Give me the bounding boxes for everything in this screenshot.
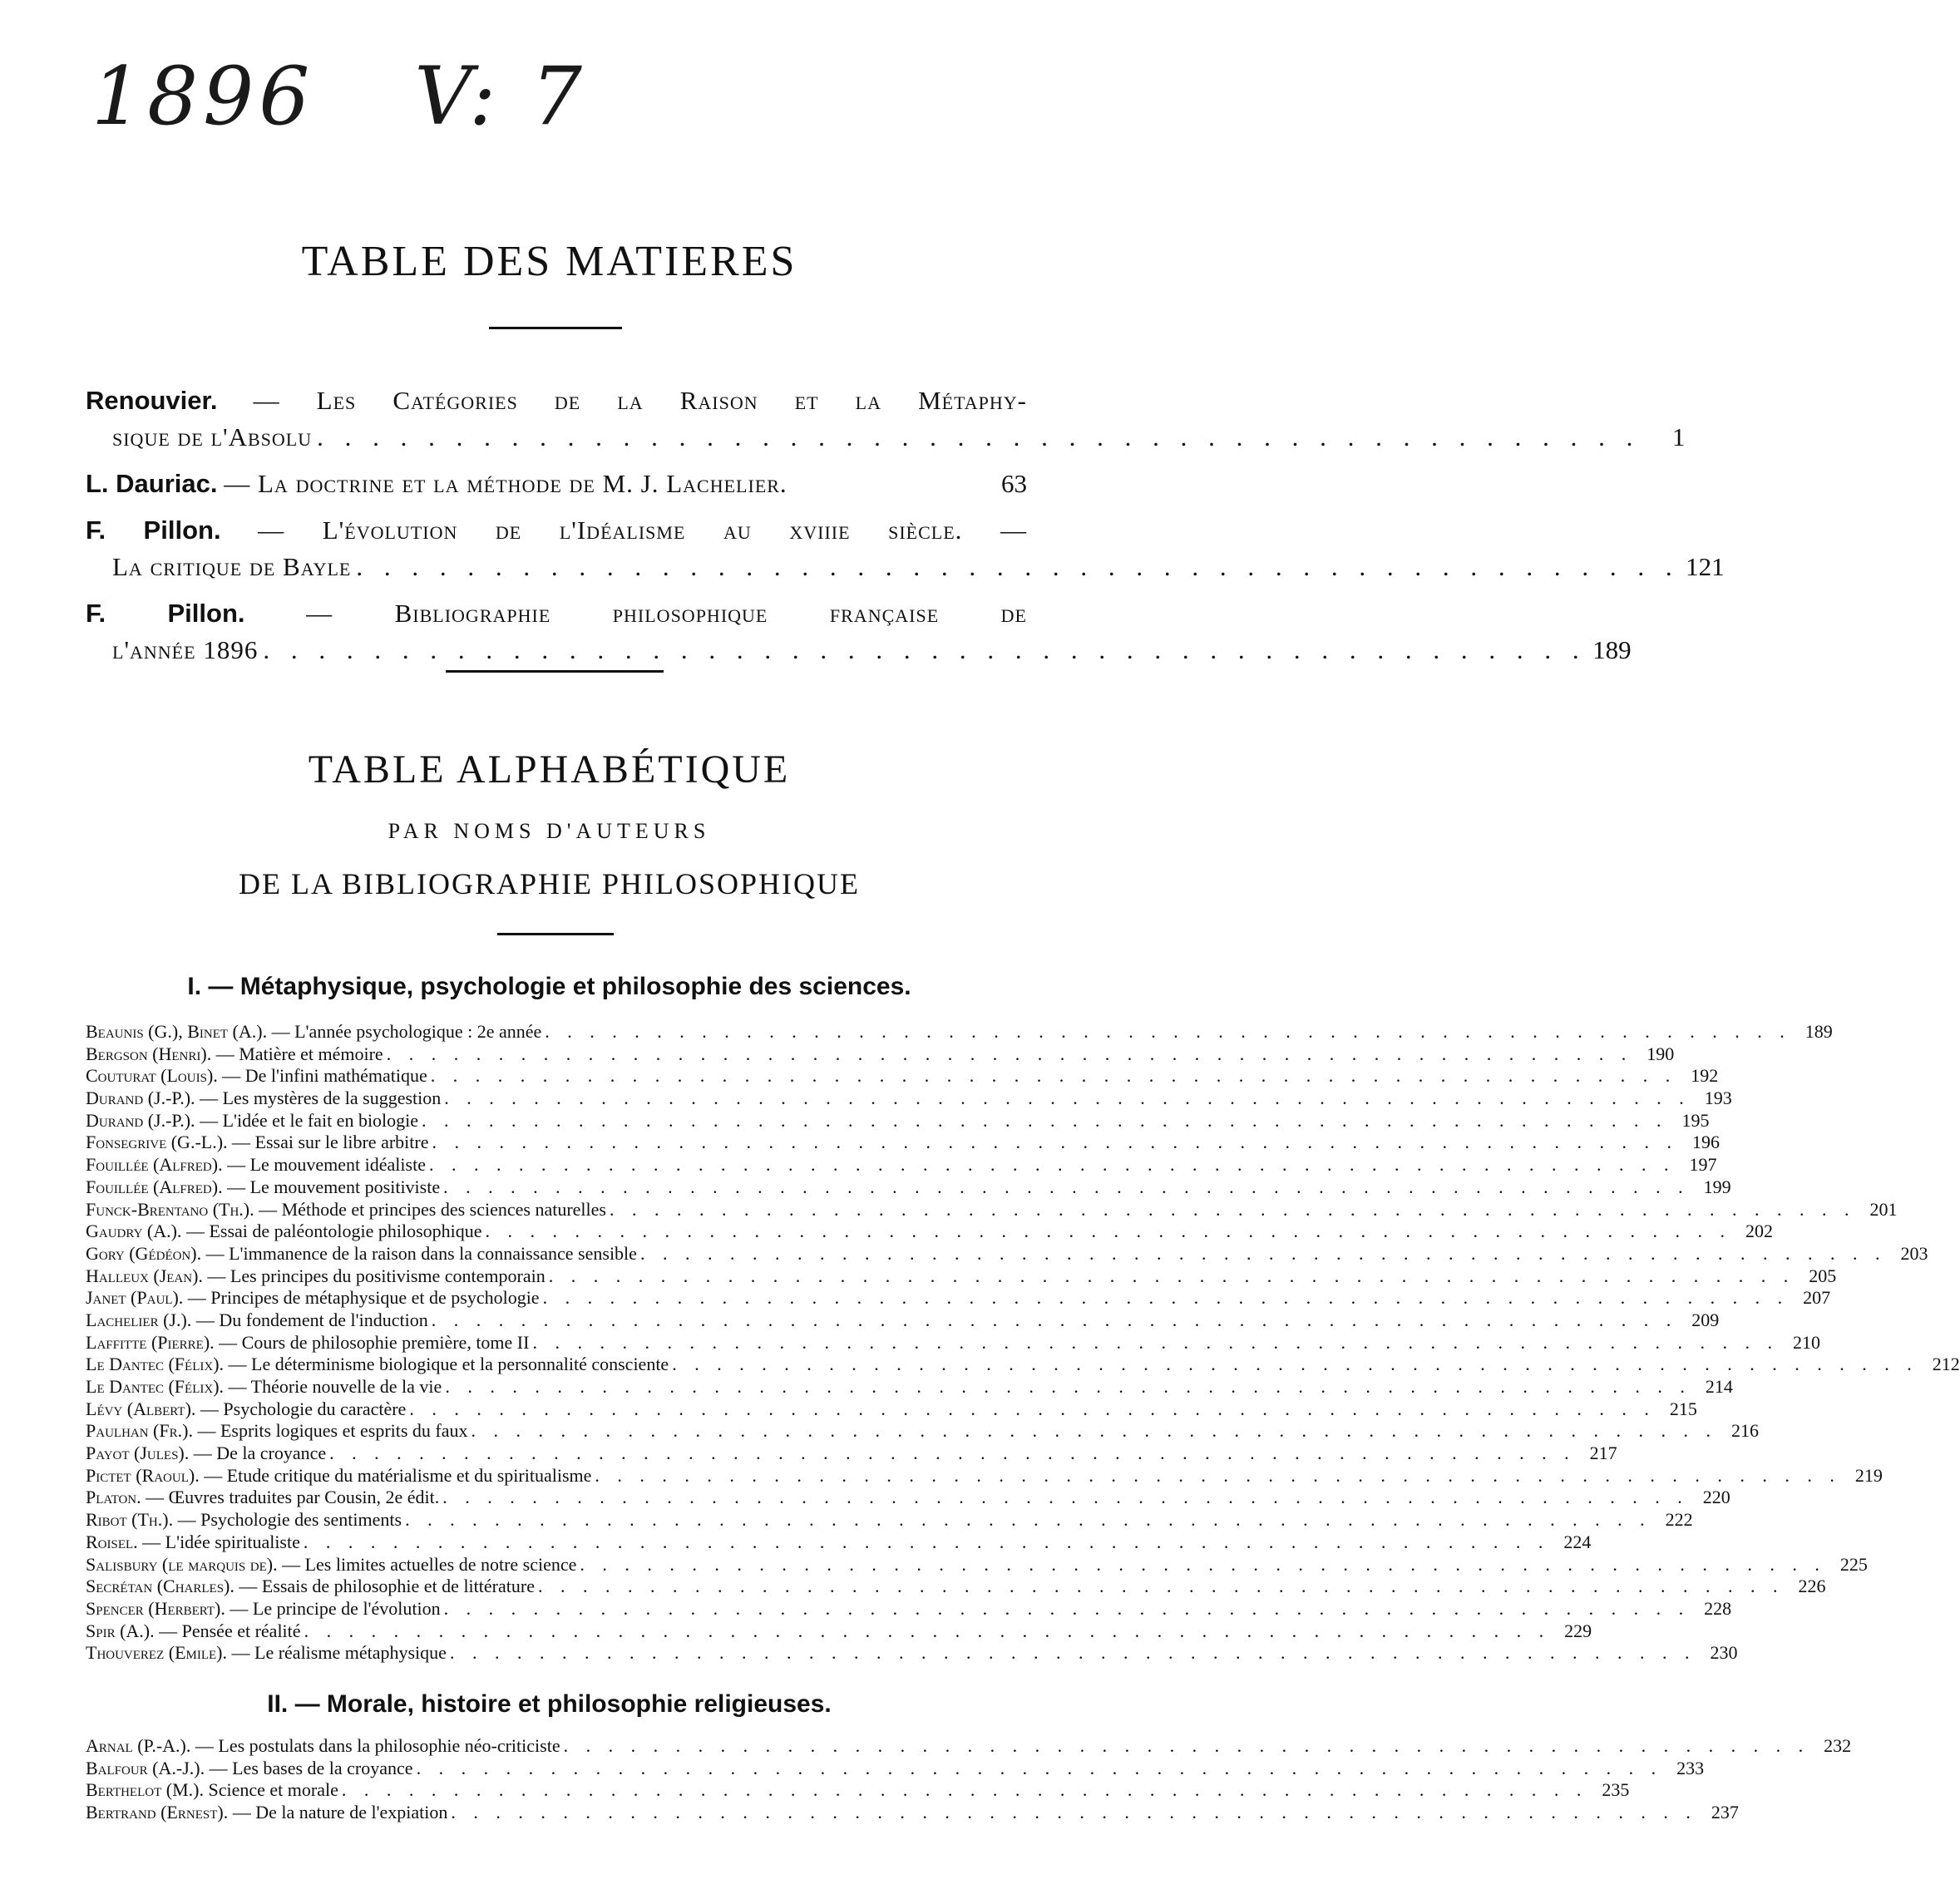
alpha-subtitle-2: DE LA BIBLIOGRAPHIE PHILOSOPHIQUE xyxy=(239,867,860,900)
leader-dots: . . . . . . . . . . . . . . . . . . . . . . . . . . . . . . . . . . . . . . . . . . . . . . . . . . . . . . . . xyxy=(430,1065,1677,1087)
work-title: — Principes de métaphysique et de psychologie xyxy=(183,1287,540,1309)
page-number: 196 xyxy=(1691,1132,1720,1153)
leader-dots: . . . . . . . . . . . . . . . . . . . . . . . . . . . . . . . . . . . . . . . . . . . . . . . . . . . . . . . . xyxy=(445,1376,1691,1397)
handwritten-year: 1896 xyxy=(91,50,315,143)
page-number: 192 xyxy=(1691,1065,1719,1087)
list-item xyxy=(86,1464,1883,1487)
page-number: 229 xyxy=(1564,1620,1592,1641)
page-number: 209 xyxy=(1691,1309,1720,1330)
author-name: Fouillée (Alfred). xyxy=(86,1176,223,1197)
list-item xyxy=(86,1354,1960,1376)
leader-dots: . . . . . . . . . . . . . . . . . . . . . . . . . . . . . . . . . . . . . . . . . . . . . . . . . . . . . . . . xyxy=(303,1531,1550,1552)
author-name: Thouverez (Emile). xyxy=(86,1642,228,1664)
page-number: 215 xyxy=(1669,1398,1697,1419)
page-number: 201 xyxy=(1869,1198,1898,1220)
list-item xyxy=(86,1620,1592,1643)
leader-dots: . . . . . . . . . . . . . . . . . . . . . . . . . . . . . . . . . . . . . . . . . . . . . . . . . . . . . . . . xyxy=(537,1576,1785,1597)
page-number: 232 xyxy=(1824,1735,1852,1756)
work-title: — Essai sur le libre arbitre xyxy=(227,1132,429,1153)
page-number: 233 xyxy=(1676,1757,1705,1778)
work-title: — Le mouvement positiviste xyxy=(222,1176,441,1197)
page-number: 235 xyxy=(1602,1779,1630,1801)
page-number: 205 xyxy=(1809,1265,1837,1286)
page-number: 220 xyxy=(1702,1487,1730,1508)
toc-title-line: l'année 1896 xyxy=(112,635,259,664)
author-name: Funck-Brentano (Th.). xyxy=(86,1198,254,1220)
author-name: Salisbury (le marquis de). xyxy=(86,1553,278,1575)
list-item xyxy=(86,1021,1833,1043)
author-name: Secrétan (Charles). xyxy=(86,1576,235,1597)
leader-dots: . . . . . . . . . . . . . . . . . . . . . . . . . . . . . . . . . . . . . . . . . . . . . . . . . . . . . . . . xyxy=(432,1132,1678,1153)
section-rule xyxy=(446,670,664,673)
page-number: 193 xyxy=(1704,1088,1732,1109)
list-item xyxy=(86,1779,1630,1802)
work-title: — Le réalisme métaphysique xyxy=(227,1642,447,1664)
author-name: Paulhan (Fr.). xyxy=(86,1420,193,1442)
work-title: — L'immanence de la raison dans la connaissance sensible xyxy=(201,1242,637,1264)
page-number: 199 xyxy=(1703,1176,1731,1197)
leader-dots: . . . . . . . . . . . . . . . . . . . . . . . . . . . . . . . . . . . . . . . . . . . . . . . . . . . . . . . . xyxy=(595,1464,1841,1486)
list-item xyxy=(86,1309,1720,1332)
leader-dots: . . . . . . . . . . . . . . . . . . . . . . . . . . . . . . . . . . . . . . . . . . . . . . . . . . . . . . . . xyxy=(386,1043,1633,1064)
toc-entry xyxy=(86,512,1725,585)
author-name: Couturat (Louis). xyxy=(86,1065,218,1087)
leader-dots: . . . . . . . . . . . . . . . . . . . . . . . . . . . . . . . . . . . . . . . . . . . . . . . . . . . . . . . . xyxy=(329,1443,1576,1464)
page-number: 222 xyxy=(1665,1509,1693,1531)
toc-title-line: La critique de Bayle xyxy=(112,552,352,581)
leader-dots: . . . . . . . . . . . . . . . . . . . . . . . . . . . . . . . . . . . . . . . . . . . . . . . . . . . . . . . . xyxy=(639,1242,1887,1264)
page-number: 210 xyxy=(1792,1331,1820,1353)
page-number: 195 xyxy=(1681,1109,1710,1131)
list-item xyxy=(86,1109,1710,1132)
list-item xyxy=(86,1065,1719,1088)
author-name: Platon. xyxy=(86,1487,141,1508)
alpha-subtitle: PAR NOMS D'AUTEURS xyxy=(388,819,711,843)
work-title: — De la croyance xyxy=(189,1443,327,1464)
work-title: — Les limites actuelles de notre science xyxy=(277,1553,577,1575)
leader-dots: . . . . . . . . . . . . . . . . . . . . . . . . . . . . . . . . . . . . . . . . . . . . . . . . xyxy=(263,635,1587,664)
author-name: Le Dantec (Félix). xyxy=(86,1354,225,1375)
list-item xyxy=(86,1154,1717,1176)
leader-dots: . . . . . . . . . . . . . . . . . . . . . . . . . . . . . . . . . . . . . . . . . . . . . . . . . . . . . . . . xyxy=(610,1198,1856,1220)
toc-entry xyxy=(86,382,1686,456)
leader-dots: . . . . . . . . . . . . . . . . . . . . . . . . . . . . . . . . . . . . . . . . . . . . . . . . . . . . . . . . xyxy=(471,1420,1718,1442)
work-title: — L'année psychologique : 2e année xyxy=(267,1021,542,1042)
work-title: — Psychologie des sentiments xyxy=(173,1509,402,1531)
handwritten-volume: V: 7 xyxy=(414,50,587,143)
work-title: Science et morale xyxy=(203,1779,338,1801)
toc-author: F. Pillon. xyxy=(86,515,221,545)
work-title: — Théorie nouvelle de la vie xyxy=(224,1376,442,1397)
author-name: Spencer (Herbert). xyxy=(86,1597,225,1619)
list-item xyxy=(86,1735,1852,1758)
author-name: Lachelier (J.). xyxy=(86,1309,192,1330)
leader-dots: . . . . . . . . . . . . . . . . . . . . . . . . . . . . . . . . . . . . . . . . . . . . . . . . . . . . . . . . xyxy=(405,1509,1651,1531)
author-name: Balfour (A.-J.). xyxy=(86,1757,205,1778)
alpha-title: TABLE ALPHABÉTIQUE xyxy=(308,747,791,792)
author-name: Gaudry (A.). xyxy=(86,1221,182,1242)
work-title: — Esprits logiques et esprits du faux xyxy=(192,1420,468,1442)
page-number: 228 xyxy=(1704,1597,1732,1619)
list-item xyxy=(86,1597,1732,1620)
list-item xyxy=(86,1398,1697,1421)
work-title: — Cours de philosophie première, tome II xyxy=(214,1331,530,1353)
toc-page: 63 xyxy=(1001,469,1027,498)
list-item xyxy=(86,1757,1705,1780)
leader-dots: . . . . . . . . . . . . . . . . . . . . . . . . . . . . . . . . . . . . . . . . . . . . . . . . xyxy=(356,552,1680,581)
work-title: — Essai de paléontologie philosophique xyxy=(181,1221,482,1242)
author-name: Bergson (Henri). xyxy=(86,1043,212,1064)
toc-page: 1 xyxy=(1671,422,1686,451)
author-name: Pictet (Raoul). xyxy=(86,1464,200,1486)
work-title: — De la nature de l'expiation xyxy=(228,1802,448,1823)
work-title: — L'idée et le fait en biologie xyxy=(195,1109,419,1131)
page-number: 212 xyxy=(1932,1354,1960,1375)
toc-entry xyxy=(86,466,1027,502)
list-item xyxy=(86,1802,1739,1824)
list-item xyxy=(86,1509,1693,1531)
leader-dots: . . . . . . . . . . . . . . . . . . . . . . . . . . . . . . . . . . . . . . . . . . . . . . . . . . . . . . . . xyxy=(444,1088,1691,1109)
leader-dots: . . . . . . . . . . . . . . . . . . . . . . . . . . . . . . . . . . . . . . . . . . . . . . . . . . . . . . . . xyxy=(580,1553,1826,1575)
author-name: Durand (J.-P.). xyxy=(86,1088,195,1109)
page-number: 214 xyxy=(1705,1376,1733,1397)
author-name: Berthelot (M.). xyxy=(86,1779,204,1801)
page-number: 237 xyxy=(1711,1802,1739,1823)
author-name: Roisel. xyxy=(86,1531,138,1552)
toc-page: 189 xyxy=(1592,635,1632,664)
author-name: Fonsegrive (G.-L.). xyxy=(86,1132,228,1153)
handwritten-annotation xyxy=(91,50,587,143)
leader-dots: . . . . . . . . . . . . . . . . . . . . . . . . . . . . . . . . . . . . . . . . . . . . . . . . . . . . . . . . xyxy=(449,1642,1696,1664)
author-name: Durand (J.-P.). xyxy=(86,1109,195,1131)
leader-dots: . . . . . . . . . . . . . . . . . . . . . . . . . . . . . . . . . . . . . . . . . . . . . . . . . . . . . . . . xyxy=(548,1265,1795,1286)
page-number: 217 xyxy=(1589,1443,1617,1464)
work-title: — Les postulats dans la philosophie néo-criticiste xyxy=(190,1735,560,1756)
page-number: 197 xyxy=(1689,1154,1717,1176)
list-item xyxy=(86,1176,1731,1199)
page-number: 225 xyxy=(1839,1553,1868,1575)
work-title: — Du fondement de l'induction xyxy=(191,1309,428,1330)
list-item xyxy=(86,1043,1675,1066)
work-title: — Les mystères de la suggestion xyxy=(195,1088,442,1109)
work-title: — Le principe de l'évolution xyxy=(225,1597,441,1619)
leader-dots: . . . . . . . . . . . . . . . . . . . . . . . . . . . . . . . . . . . . . . . . . . . . . . . . . . . . . . . . xyxy=(443,1176,1690,1197)
work-title: — Les principes du positivisme contemporain xyxy=(202,1265,546,1286)
leader-dots: . . . . . . . . . . . . . . . . . . . . . . . . . . . . . . . . . . . . . . . . . . . . . . . . . . . . . . . . xyxy=(485,1221,1732,1242)
work-title: — Œuvres traduites par Cousin, 2e édit. xyxy=(141,1487,440,1508)
author-name: Gory (Gédéon). xyxy=(86,1242,202,1264)
page-number: 219 xyxy=(1854,1464,1883,1486)
work-title: — Les bases de la croyance xyxy=(205,1757,413,1778)
page-number: 216 xyxy=(1731,1420,1760,1442)
list-item xyxy=(86,1487,1730,1509)
leader-dots: . . . . . . . . . . . . . . . . . . . . . . . . . . . . . . . . . . . . . . . . . . . . . . . . . . . . . . . . xyxy=(431,1309,1678,1330)
leader-dots: . . . . . . . . . . . . . . . . . . . . . . . . . . . . . . . . . . . . . . . . . . . . . . . . . . . . . . . . xyxy=(428,1154,1676,1176)
leader-dots: . . . . . . . . . . . . . . . . . . . . . . . . . . . . . . . . . . . . . . . . . . . . . . . . . . . . . . . . xyxy=(563,1735,1810,1756)
author-name: Beaunis (G.), Binet (A.). xyxy=(86,1021,268,1042)
leader-dots: . . . . . . . . . . . . . . . . . . . . . . . . . . . . . . . . . . . . . . . . . . . . . . . . . . . . . . . . xyxy=(341,1779,1588,1801)
section-1-list xyxy=(86,1021,1960,1665)
section-2-list xyxy=(86,1735,1852,1824)
toc-title-line: sique de l'Absolu xyxy=(112,422,313,451)
work-title: — Méthode et principes des sciences naturelles xyxy=(254,1198,606,1220)
author-name: Ribot (Th.). xyxy=(86,1509,174,1531)
list-item xyxy=(86,1553,1868,1576)
leader-dots: . . . . . . . . . . . . . . . . . . . . . . . . . . . . . . . . . . . . . . . . . . . . . . . . . . . . . . . . xyxy=(532,1331,1779,1353)
list-item xyxy=(86,1198,1898,1221)
leader-dots: . . . . . . . . . . . . . . . . . . . . . . . . . . . . . . . . . . . . . . . . . . . . . . . . . . . . . . . . xyxy=(542,1287,1790,1309)
list-item xyxy=(86,1132,1720,1154)
table-of-contents xyxy=(86,382,1725,678)
page-number: 189 xyxy=(1804,1021,1833,1042)
list-item xyxy=(86,1531,1592,1554)
page-number: 230 xyxy=(1710,1642,1738,1664)
alpha-rule xyxy=(497,933,614,935)
leader-dots: . . . . . . . . . . . . . . . . . . . . . . . . . . . . . . . . . . . . . . . . . . . . . . . . . . . . . . . . xyxy=(672,1354,1918,1375)
work-title: — Le mouvement idéaliste xyxy=(222,1154,426,1176)
leader-dots: . . . . . . . . . . . . . . . . . . . . . . . . . . . . . . . . . . . . . . . . . . . . . . . . . . . . . . . . xyxy=(451,1802,1697,1823)
author-name: Spir (A.). xyxy=(86,1620,155,1641)
page-number: 203 xyxy=(1900,1242,1928,1264)
list-item xyxy=(86,1265,1837,1288)
leader-dots: . . . . . . . . . . . . . . . . . . . . . . . . . . . . . . . . . . . . . . . . . . . . . . . . . . . . . . . . xyxy=(442,1487,1689,1508)
toc-title-line: — Bibliographie philosophique française de xyxy=(306,599,1027,628)
page-number: 224 xyxy=(1563,1531,1592,1552)
work-title: — Psychologie du caractère xyxy=(195,1398,407,1419)
toc-title-line: — Les Catégories de la Raison et la Métaphy- xyxy=(253,386,1027,415)
author-name: Lévy (Albert). xyxy=(86,1398,196,1419)
work-title: — De l'infini mathématique xyxy=(217,1065,427,1087)
work-title: — Etude critique du matérialisme et du spiritualisme xyxy=(199,1464,592,1486)
leader-dots: . . . . . . . . . . . . . . . . . . . . . . . . . . . . . . . . . . . . . . . . . . . . . . . . xyxy=(317,422,1641,451)
list-item xyxy=(86,1420,1760,1443)
leader-dots: . . . . . . . . . . . . . . . . . . . . . . . . . . . . . . . . . . . . . . . . . . . . . . . . . . . . . . . . xyxy=(416,1757,1663,1778)
toc-entry xyxy=(86,595,1632,668)
page-number: 226 xyxy=(1798,1576,1826,1597)
list-item xyxy=(86,1221,1774,1243)
main-title: TABLE DES MATIERES xyxy=(301,238,797,285)
work-title: — L'idée spiritualiste xyxy=(137,1531,300,1552)
page-number: 202 xyxy=(1745,1221,1774,1242)
list-item xyxy=(86,1287,1831,1310)
toc-page: 121 xyxy=(1686,552,1725,581)
list-item xyxy=(86,1331,1820,1354)
toc-author: L. Dauriac. xyxy=(86,469,218,498)
author-name: Le Dantec (Félix). xyxy=(86,1376,225,1397)
toc-title-line: — La doctrine et la méthode de M. J. Lachelier. xyxy=(224,469,787,498)
page-number: 190 xyxy=(1646,1043,1675,1064)
author-name: Payot (Jules). xyxy=(86,1443,190,1464)
list-item xyxy=(86,1443,1617,1465)
work-title: — Essais de philosophie et de littérature xyxy=(234,1576,535,1597)
leader-dots: . . . . . . . . . . . . . . . . . . . . . . . . . . . . . . . . . . . . . . . . . . . . . . . . . . . . . . . . xyxy=(545,1021,1791,1042)
leader-dots: . . . . . . . . . . . . . . . . . . . . . . . . . . . . . . . . . . . . . . . . . . . . . . . . . . . . . . . . xyxy=(409,1398,1656,1419)
page-number: 207 xyxy=(1803,1287,1831,1309)
title-rule xyxy=(489,327,622,329)
author-name: Arnal (P.-A.). xyxy=(86,1735,191,1756)
author-name: Halleux (Jean). xyxy=(86,1265,203,1286)
work-title: — Pensée et réalité xyxy=(154,1620,301,1641)
list-item xyxy=(86,1642,1738,1665)
list-item xyxy=(86,1088,1732,1110)
leader-dots: . . . . . . . . . . . . . . . . . . . . . . . . . . . . . . . . . . . . . . . . . . . . . . . . . . . . . . . . xyxy=(304,1620,1551,1641)
section-1-title: I. — Métaphysique, psychologie et philosophie des sciences. xyxy=(187,973,911,1000)
author-name: Fouillée (Alfred). xyxy=(86,1154,223,1176)
list-item xyxy=(86,1576,1826,1598)
leader-dots: . . . . . . . . . . . . . . . . . . . . . . . . . . . . . . . . . . . . . . . . . . . . . . . . . . . . . . . . xyxy=(443,1597,1691,1619)
work-title: — Matière et mémoire xyxy=(211,1043,383,1064)
author-name: Bertrand (Ernest). xyxy=(86,1802,229,1823)
toc-author: Renouvier. xyxy=(86,386,218,415)
list-item xyxy=(86,1376,1733,1398)
section-2-title: II. — Morale, histoire et philosophie religieuses. xyxy=(267,1690,832,1718)
author-name: Laffitte (Pierre). xyxy=(86,1331,215,1353)
leader-dots: . . . . . . . . . . . . . . . . . . . . . . . . . . . . . . . . . . . . . . . . . . . . . . . . . . . . . . . . xyxy=(422,1109,1668,1131)
list-item xyxy=(86,1242,1928,1265)
work-title: — Le déterminisme biologique et la personnalité consciente xyxy=(224,1354,669,1375)
toc-title-line: — L'évolution de l'Idéalisme au xviiie siècle. — xyxy=(258,515,1027,545)
toc-author: F. Pillon. xyxy=(86,599,245,628)
author-name: Janet (Paul). xyxy=(86,1287,184,1309)
